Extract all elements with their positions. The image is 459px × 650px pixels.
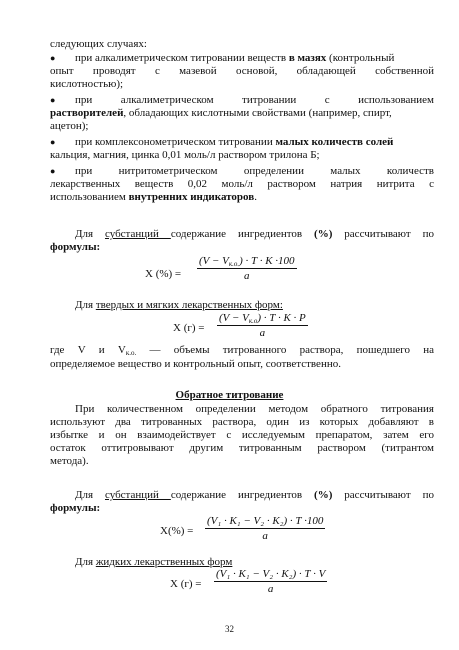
bullet-1-line-1: при алкалиметрическом титровании веществ в мазях (контрольный — [75, 52, 395, 64]
back-titration-line-1: При количественном определении методом обратного титрования — [75, 403, 434, 415]
section-title: Обратное титрование — [175, 389, 284, 401]
formula-4-fraction: $\frac{\text{(V₁ · K₁ − V₂ · K₂) · T · V}}{a}$ — [216, 568, 326, 595]
formula-4-lhs: Х (г) = — [170, 578, 202, 590]
back-titration-line-2: используют два титрованных раствора, один из которых добавляют в — [50, 416, 434, 428]
bullet-1-line-3: кислотностью); — [50, 78, 124, 90]
bullet-2-line-3: ацетон); — [50, 120, 89, 132]
formula-1-intro-line-2: формулы: — [50, 241, 101, 253]
bullet-2-line-2: растворителей, обладающих кислотными свойствами (например, спирт, — [50, 107, 392, 119]
back-titration-line-4: остаток оттитровывают другим титрованным раствором (титрантом — [50, 442, 434, 454]
back-titration-line-3: избытке и он взаимодействует с исследуемым препаратом, затем его — [50, 429, 434, 441]
page-number: 32 — [225, 624, 234, 634]
formula-4-intro: Для жидких лекарственных форм — [75, 556, 233, 568]
bullet-4-line-2: лекарственных веществ 0,02 моль/л раствором натрия нитрита с — [50, 178, 434, 190]
bullet-4-line-1: при нитритометрическом определении малых количеств — [75, 165, 434, 177]
back-titration-line-5: метода). — [50, 455, 89, 467]
formula-1-lhs: Х (%) = — [145, 268, 182, 280]
formula-3-lhs: Х(%) = — [160, 525, 194, 537]
bullet-icon: ● — [50, 166, 56, 176]
where-line-2: определяемое вещество и контрольный опыт, соответственно. — [50, 358, 341, 370]
formula-3-fraction: $\frac{\text{(V₁ · K₁ − V₂ · K₂) · T ·100}}{a}$ — [207, 515, 324, 542]
where-line-1: где V и $V_{к.о.}$ — объемы титрованного раствора, пошедшего на — [50, 344, 434, 357]
formula-3-intro: Для субстанций содержание ингредиентов (%) рассчитывают по — [75, 489, 434, 501]
intro-line: следующих случаях: — [50, 38, 147, 50]
bullet-2-line-1: при алкалиметрическом титровании с использованием — [75, 94, 434, 106]
bullet-3-line-2: кальция, магния, цинка 0,01 моль/л раствором трилона Б; — [50, 149, 320, 161]
formula-1-fraction: $(V - V_{к.о.}) \cdot T \cdot K \cdot 100$ a — [199, 255, 295, 282]
bullet-4-line-3: использованием внутренних индикаторов. — [50, 191, 257, 203]
formula-2-intro: Для твердых и мягких лекарственных форм: — [75, 299, 283, 311]
bullet-icon: ● — [50, 95, 56, 105]
formula-3-intro-line-2: формулы: — [50, 502, 101, 514]
formula-1-intro: Для субстанций содержание ингредиентов (%) рассчитывают по — [75, 228, 434, 240]
bullet-icon: ● — [50, 137, 56, 147]
bullet-icon: ● — [50, 53, 56, 63]
bullet-3-line-1: при комплексонометрическом титровании малых количеств солей — [75, 136, 394, 148]
bullet-1-line-2: опыт проводят с мазевой основой, обладающей собственной — [50, 65, 434, 77]
formula-2-lhs: Х (г) = — [173, 322, 205, 334]
formula-2-fraction: $(V - V_{к.о}) \cdot T \cdot K \cdot P$ a — [219, 312, 306, 339]
